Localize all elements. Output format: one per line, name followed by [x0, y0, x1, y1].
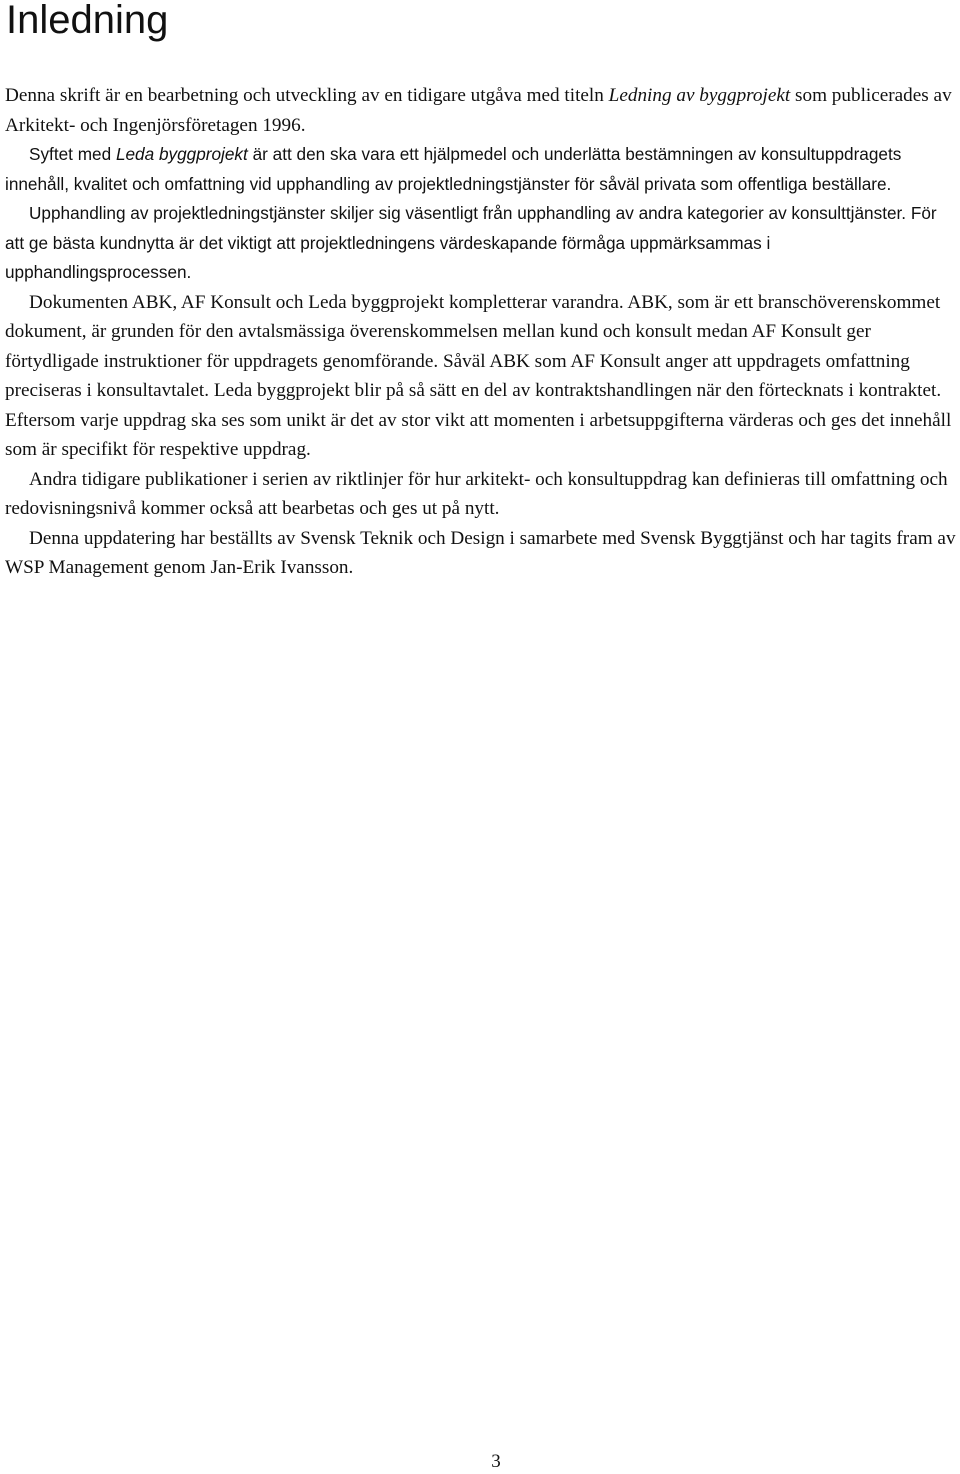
body-text: [5, 81, 957, 583]
paragraph-intro-text: Denna skrift är en bearbetning och utveckling av en tidigare utgåva med titeln: [5, 85, 609, 106]
paragraph-documents-text: Dokumenten ABK, AF Konsult och Leda byggprojekt kompletterar varandra. ABK, som är ett branschöverenskommet dokument, är grunden för den avtalsmässiga överenskommelsen mellan kund och konsult medan AF Konsult ger förtydligade instruktioner för uppdragets genomförande. Såväl ABK som AF Konsult anger att uppdragets omfattning preciseras i konsultavtalet. Leda byggprojekt blir på så sätt en del av kontraktshandlingen när den förtecknats i kontraktet. Eftersom varje uppdrag ska ses som unikt är det av stor vikt att momenten i arbetsuppgifterna värderas och ges det innehåll som är specifikt för respektive uppdrag.: [5, 291, 952, 460]
page-number: 3: [491, 1451, 501, 1472]
paragraph-procurement: [5, 199, 957, 288]
publication-title-old: Ledning av byggprojekt: [608, 85, 791, 106]
paragraph-credits: [5, 524, 957, 583]
paragraph-purpose: [5, 140, 957, 199]
paragraph-publications: [5, 465, 957, 524]
publication-title-new: Leda byggprojekt: [115, 144, 248, 164]
paragraph-purpose-text-end: är att den ska vara ett hjälpmedel och underlätta bestämningen av konsultuppdragets innehåll, kvalitet och omfattning vid upphandling av projektledningstjänster för såväl privata som offentliga beställare.: [5, 144, 902, 194]
paragraph-procurement-text: Upphandling av projektledningstjänster skiljer sig väsentligt från upphandling av andra kategorier av konsulttjänster. För att ge bästa kundnytta är det viktigt att projektledningens värdeskapande förmåga uppmärksammas i upphandlingsprocessen.: [5, 203, 937, 282]
paragraph-documents: [5, 288, 957, 465]
page-title: Inledning: [6, 0, 169, 42]
paragraph-intro-text-end: som publicerades av Arkitekt- och Ingenjörsföretagen 1996.: [5, 85, 952, 136]
paragraph-publications-text: Andra tidigare publikationer i serien av riktlinjer för hur arkitekt- och konsultuppdrag kan definieras till omfattning och redovisningsnivå kommer också att bearbetas och ges ut på nytt.: [5, 468, 948, 519]
paragraph-credits-text: Denna uppdatering har beställts av Svensk Teknik och Design i samarbete med Svensk Byggtjänst och har tagits fram av WSP Management genom Jan-Erik Ivansson.: [5, 527, 956, 578]
paragraph-purpose-text: Syftet med: [29, 144, 116, 164]
paragraph-intro: [5, 81, 957, 140]
